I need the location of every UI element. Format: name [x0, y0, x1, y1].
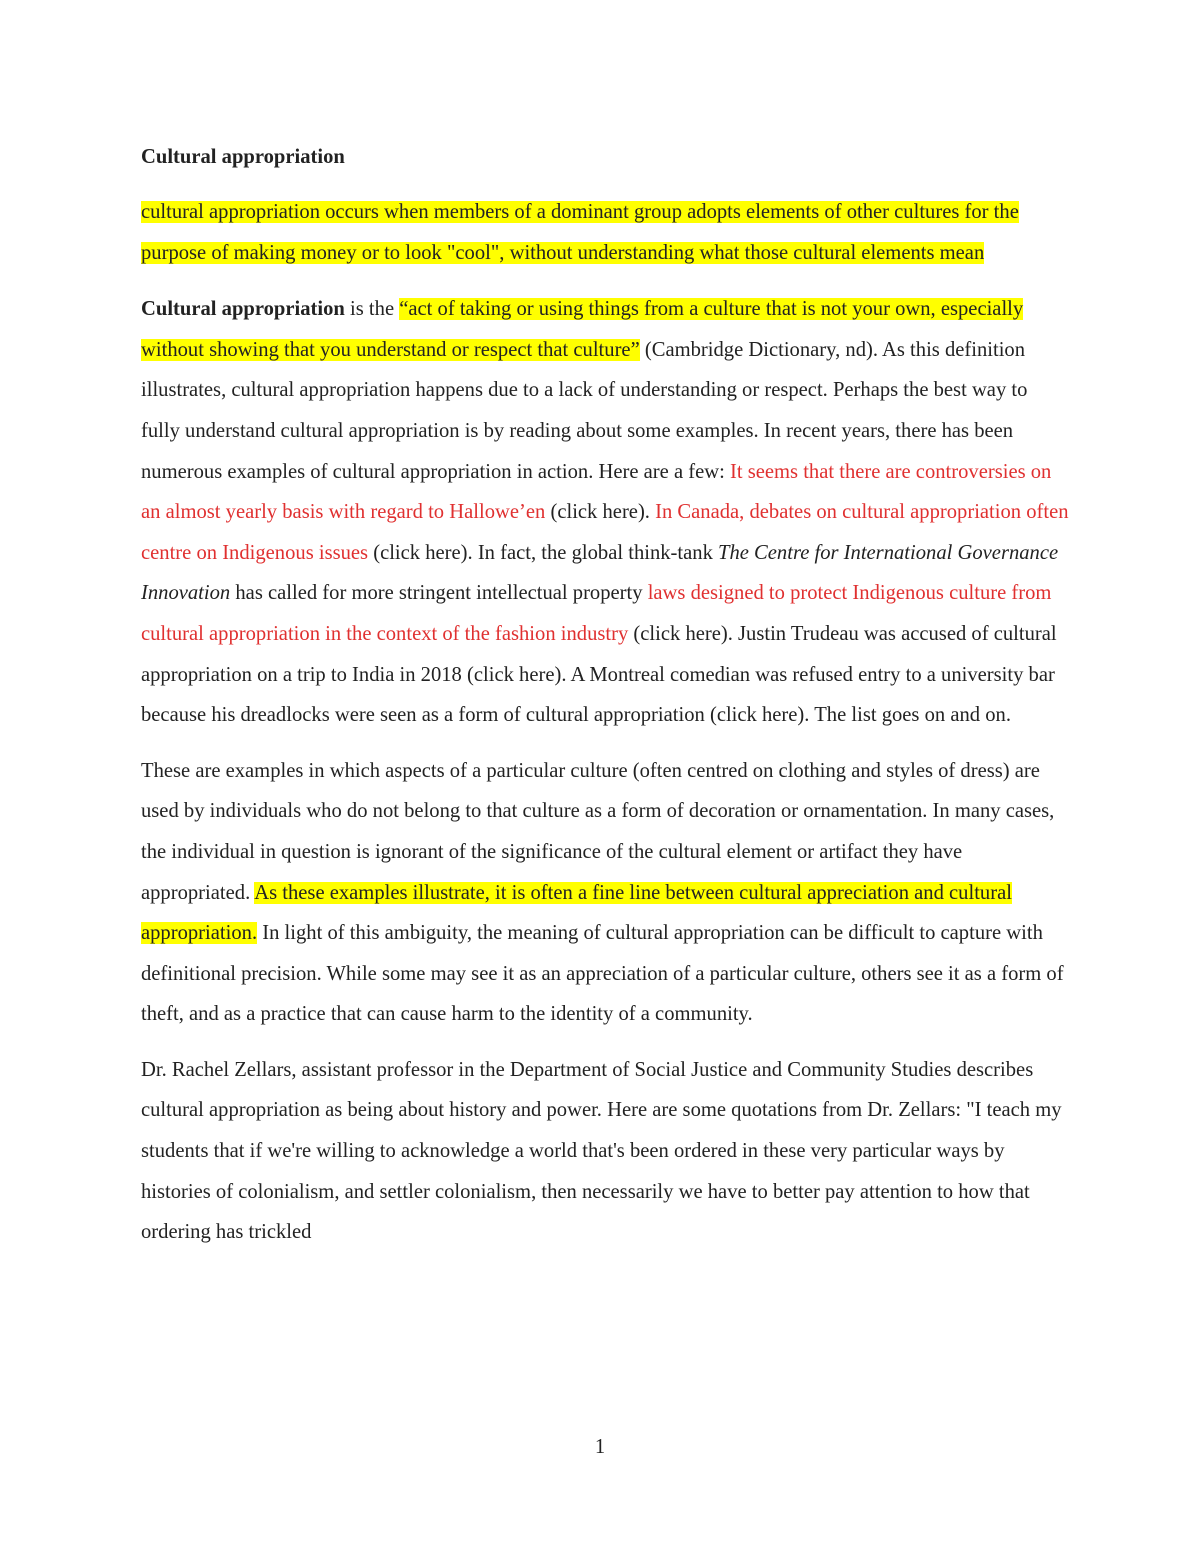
text-span: has called for more stringent intellectual property: [230, 582, 648, 605]
text-span: (click here).: [545, 501, 656, 524]
text-span: (Cambridge Dictionary, nd). As this definition illustrates, cultural appropriation happens due to a lack of understanding or respect. Perhaps the best way to fully understand cultural appropriation is by reading about some examples. In recent years, there has been numerous examples of cultural appropriation in action. Here are a few:: [141, 338, 1028, 483]
text-span: In light of this ambiguity, the meaning of cultural appropriation can be difficult to capture with definitional precision. While some may see it as an appreciation of a particular culture, others see it as a form of theft, and as a practice that can cause harm to the identity of a community.: [141, 922, 1064, 1026]
intro-highlight: cultural appropriation occurs when members of a dominant group adopts elements of other cultures for the purpose of making money or to look "cool", without understanding what those cultural elements mean: [141, 201, 1019, 264]
text-span: (click here). Justin Trudeau was accused of cultural appropriation on a trip to India in 2018 (click here). A Montreal comedian was refused entry to a university bar because his dreadlocks were seen as a form of cultural appropriation (click here). The list goes on and on.: [141, 622, 1057, 727]
organization-name: The Centre for International Governance Innovation: [141, 541, 1059, 605]
halloween-link[interactable]: It seems that there are controversies on an almost yearly basis with regard to Hallowe’en: [141, 460, 1052, 524]
fine-line-highlight: As these examples illustrate, it is often a fine line between cultural appreciation and cultural appropriation.: [141, 881, 1012, 945]
definition-paragraph: [141, 289, 1071, 736]
page-number: 1: [594, 1436, 606, 1458]
term-bold: Cultural appropriation: [141, 298, 345, 321]
zellars-paragraph: Dr. Rachel Zellars, assistant professor in the Department of Social Justice and Community Studies describes cultural appropriation as being about history and power. Here are some quotations from Dr. Zellars: "I teach my students that if we're willing to acknowledge a world that's been ordered in these very particular ways by histories of colonialism, and settler colonialism, then necessarily we have to better pay attention to how that ordering has trickled: [141, 1058, 1062, 1244]
document-body: [141, 138, 1071, 1268]
text-span: (click here). In fact, the global think-tank: [368, 541, 719, 564]
text-span: These are examples in which aspects of a particular culture (often centred on clothing and styles of dress) are used by individuals who do not belong to that culture as a form of decoration or ornamentation. In many cases, the individual in question is ignorant of the significance of the cultural element or artifact they have appropriated.: [141, 759, 1055, 904]
intro-paragraph: [141, 192, 1071, 273]
text-span: is the: [344, 298, 400, 321]
fashion-industry-link[interactable]: laws designed to protect Indigenous culture from cultural appropriation in the context of the fashion industry: [141, 582, 1052, 645]
document-title: Cultural appropriation: [141, 146, 345, 168]
examples-paragraph: [141, 751, 1071, 1035]
definition-quote-highlight: “act of taking or using things from a culture that is not your own, especially without showing that you understand or respect that culture”: [141, 298, 1024, 361]
indigenous-issues-link[interactable]: In Canada, debates on cultural appropriation often centre on Indigenous issues: [141, 501, 1069, 564]
